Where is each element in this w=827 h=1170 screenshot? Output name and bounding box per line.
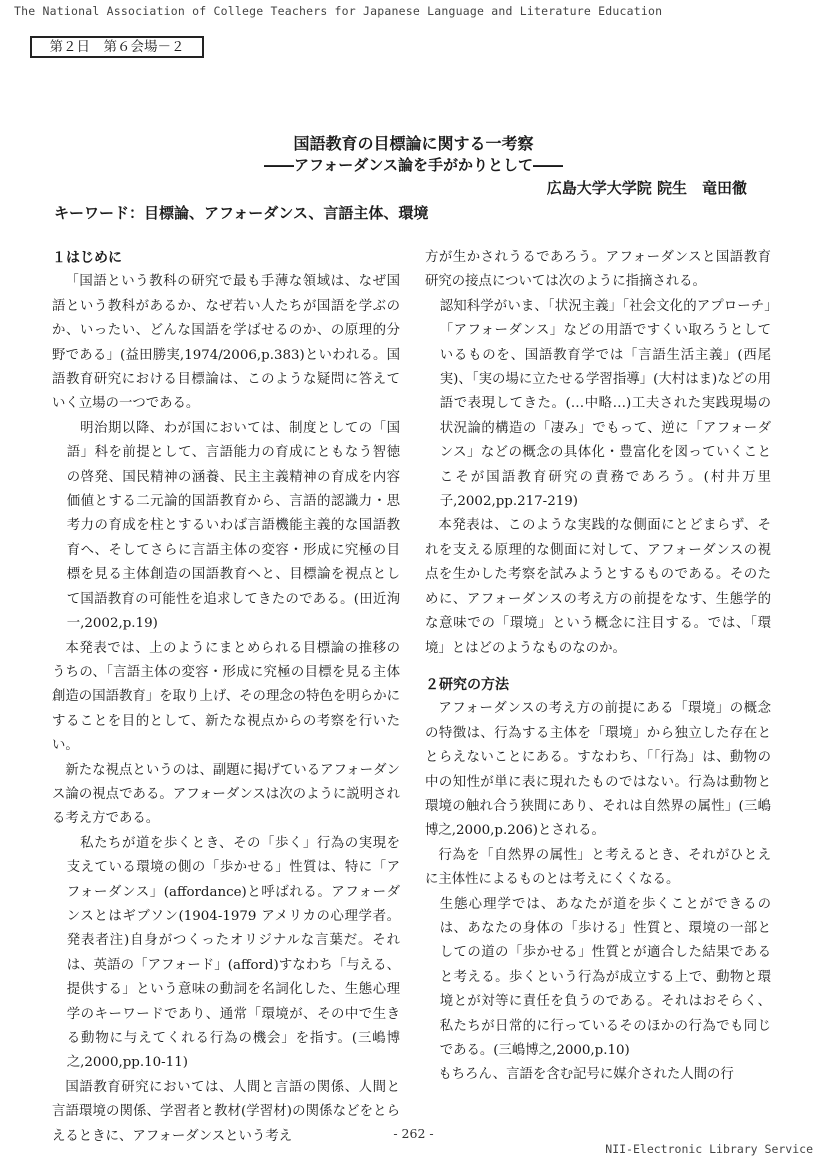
body-paragraph: 「国語という教科の研究で最も手薄な領域は、なぜ国語という教科があるか、なぜ若い人たちが国語を学ぶのか、いったい、どんな国語を学ばせるのか、の原理的分野である」(益田勝実,1974/2006,p.383)といわれる。国語教育研究における目標論は、このような疑問に答えていく立場の一つである。 [52, 274, 400, 412]
keywords-line: キーワード：目標論、アフォーダンス、言語主体、環境 [54, 204, 429, 222]
block-quote: 認知科学がいま、「状況主義」「社会文化的アプローチ」「アフォーダンス」などの用語ですくい取ろうとしているものを、国語教育学では「言語生活主義」(西尾実)、「実の場に立たせる学習指導」(大村はま)などの用語で表現してきた。(…中略…)工夫された実践現場の状況論的構造の「凄み」でもって、逆に「アフォーダンス」などの概念の具体化・豊富化を図っていくことこそが国語教育研究の責務であろう。(村井万里子,2002,pp.217-219) [439, 298, 771, 510]
block-quote: 生態心理学では、あなたが道を歩くことができるのは、あなたの身体の「歩ける」性質と、環境の一部としての道の「歩かせる」性質とが適合した結果であると考える。歩くという行為が成立する上で、動物と環境とが対等に責任を負うのである。それはおそらく、私たちが日常的に行っているそのほかの行為でも同じである。(三嶋博之,2000,p.10) [439, 896, 771, 1058]
publisher-header: The National Association of College Teachers for Japanese Language and Literature Education [14, 4, 663, 18]
author-affiliation: 広島大学大学院 院生 竜田徹 [546, 179, 747, 197]
right-column [425, 246, 771, 1088]
body-paragraph: 本発表では、上のようにまとめられる目標論の推移のうちの、「言語主体の変容・形成に究極の目標を見る主体創造の国語教育」を取り上げ、その理念の特色を明らかにすることを目的として、新たな視点からの考察を行いたい。 [52, 640, 400, 754]
page-number: - 262 - [393, 1126, 434, 1141]
body-paragraph: 新たな視点というのは、副題に掲げているアフォーダンス論の視点である。アフォーダンスは次のように説明される考え方である。 [52, 762, 400, 827]
body-paragraph: もちろん、言語を含む記号に媒介された人間の行 [438, 1067, 734, 1083]
paper-subtitle: ――アフォーダンス論を手がかりとして―― [264, 156, 563, 174]
body-paragraph: 本発表は、このような実践的な側面にとどまらず、それを支える原理的な側面に対して、アフォーダンスの視点を生かした考察を試みようとするものである。そのために、アフォーダンスの考え方の前提をなす、生態学的な意味での「環境」という概念に注目する。では、「環境」とはどのようなものなのか。 [425, 518, 771, 656]
session-label: 第２日 第６会場－２ [49, 39, 185, 55]
left-column [52, 246, 400, 1149]
session-label-box [30, 36, 204, 58]
body-paragraph: アフォーダンスの考え方の前提にある「環境」の概念の特徴は、行為する主体を「環境」から独立した存在ととらえないことにある。すなわち、「「行為」は、動物の中の知性が単に表に現れたものではない。行為は動物と環境の触れ合う狭間にあり、それは自然界の属性」(三嶋博之,2000,p.206)とされる。 [425, 701, 771, 839]
paper-title: 国語教育の目標論に関する一考察 [293, 134, 534, 153]
body-paragraph: 行為を「自然界の属性」と考えるとき、それがひとえに主体性によるものとは考えにくくなる。 [425, 847, 771, 888]
library-footer: NII-Electronic Library Service [605, 1142, 813, 1156]
block-quote: 私たちが道を歩くとき、その「歩く」行為の実現を支えている環境の側の「歩かせる」性質は、特に「アフォーダンス」(affordance)と呼ばれる。アフォーダンスとはギブソン(1904-1979 アメリカの心理学者。発表者注)自身がつくったオリジナルな言葉だ。それは、英語の「アフォード」(afford)すなわち「与える、提供する」という意味の動詞を名詞化した、生態心理学のキーワードであり、通常「環境が、その中で生きる動物に与えてくれる行為の機会」を指す。(三嶋博之,2000,pp.10-11) [66, 835, 400, 1071]
block-quote: 明治期以降、わが国においては、制度としての「国語」科を前提として、言語能力の育成にともなう智徳の啓発、国民精神の涵養、民主主義精神の育成を内容価値とする二元論的国語教育から、言語的認識力・思考力の育成を柱とするいわば言語機能主義的な国語教育へ、そしてさらに言語主体の変容・形成に究極の目標を見る主体創造の国語教育へと、目標論を視点として国語教育の可能性を追求してきたのである。(田近洵一,2002,p.19) [66, 420, 400, 632]
body-paragraph: 国語教育研究においては、人間と言語の関係、人間と言語環境の関係、学習者と教材(学習材)の関係などをとらえるときに、アフォーダンスという考え [52, 1079, 400, 1144]
section-heading-method: ２研究の方法 [425, 676, 509, 693]
section-heading-introduction: １はじめに [52, 250, 122, 266]
body-paragraph: 方が生かされうるであろう。アフォーダンスと国語教育研究の接点については次のように指摘される。 [425, 250, 771, 290]
